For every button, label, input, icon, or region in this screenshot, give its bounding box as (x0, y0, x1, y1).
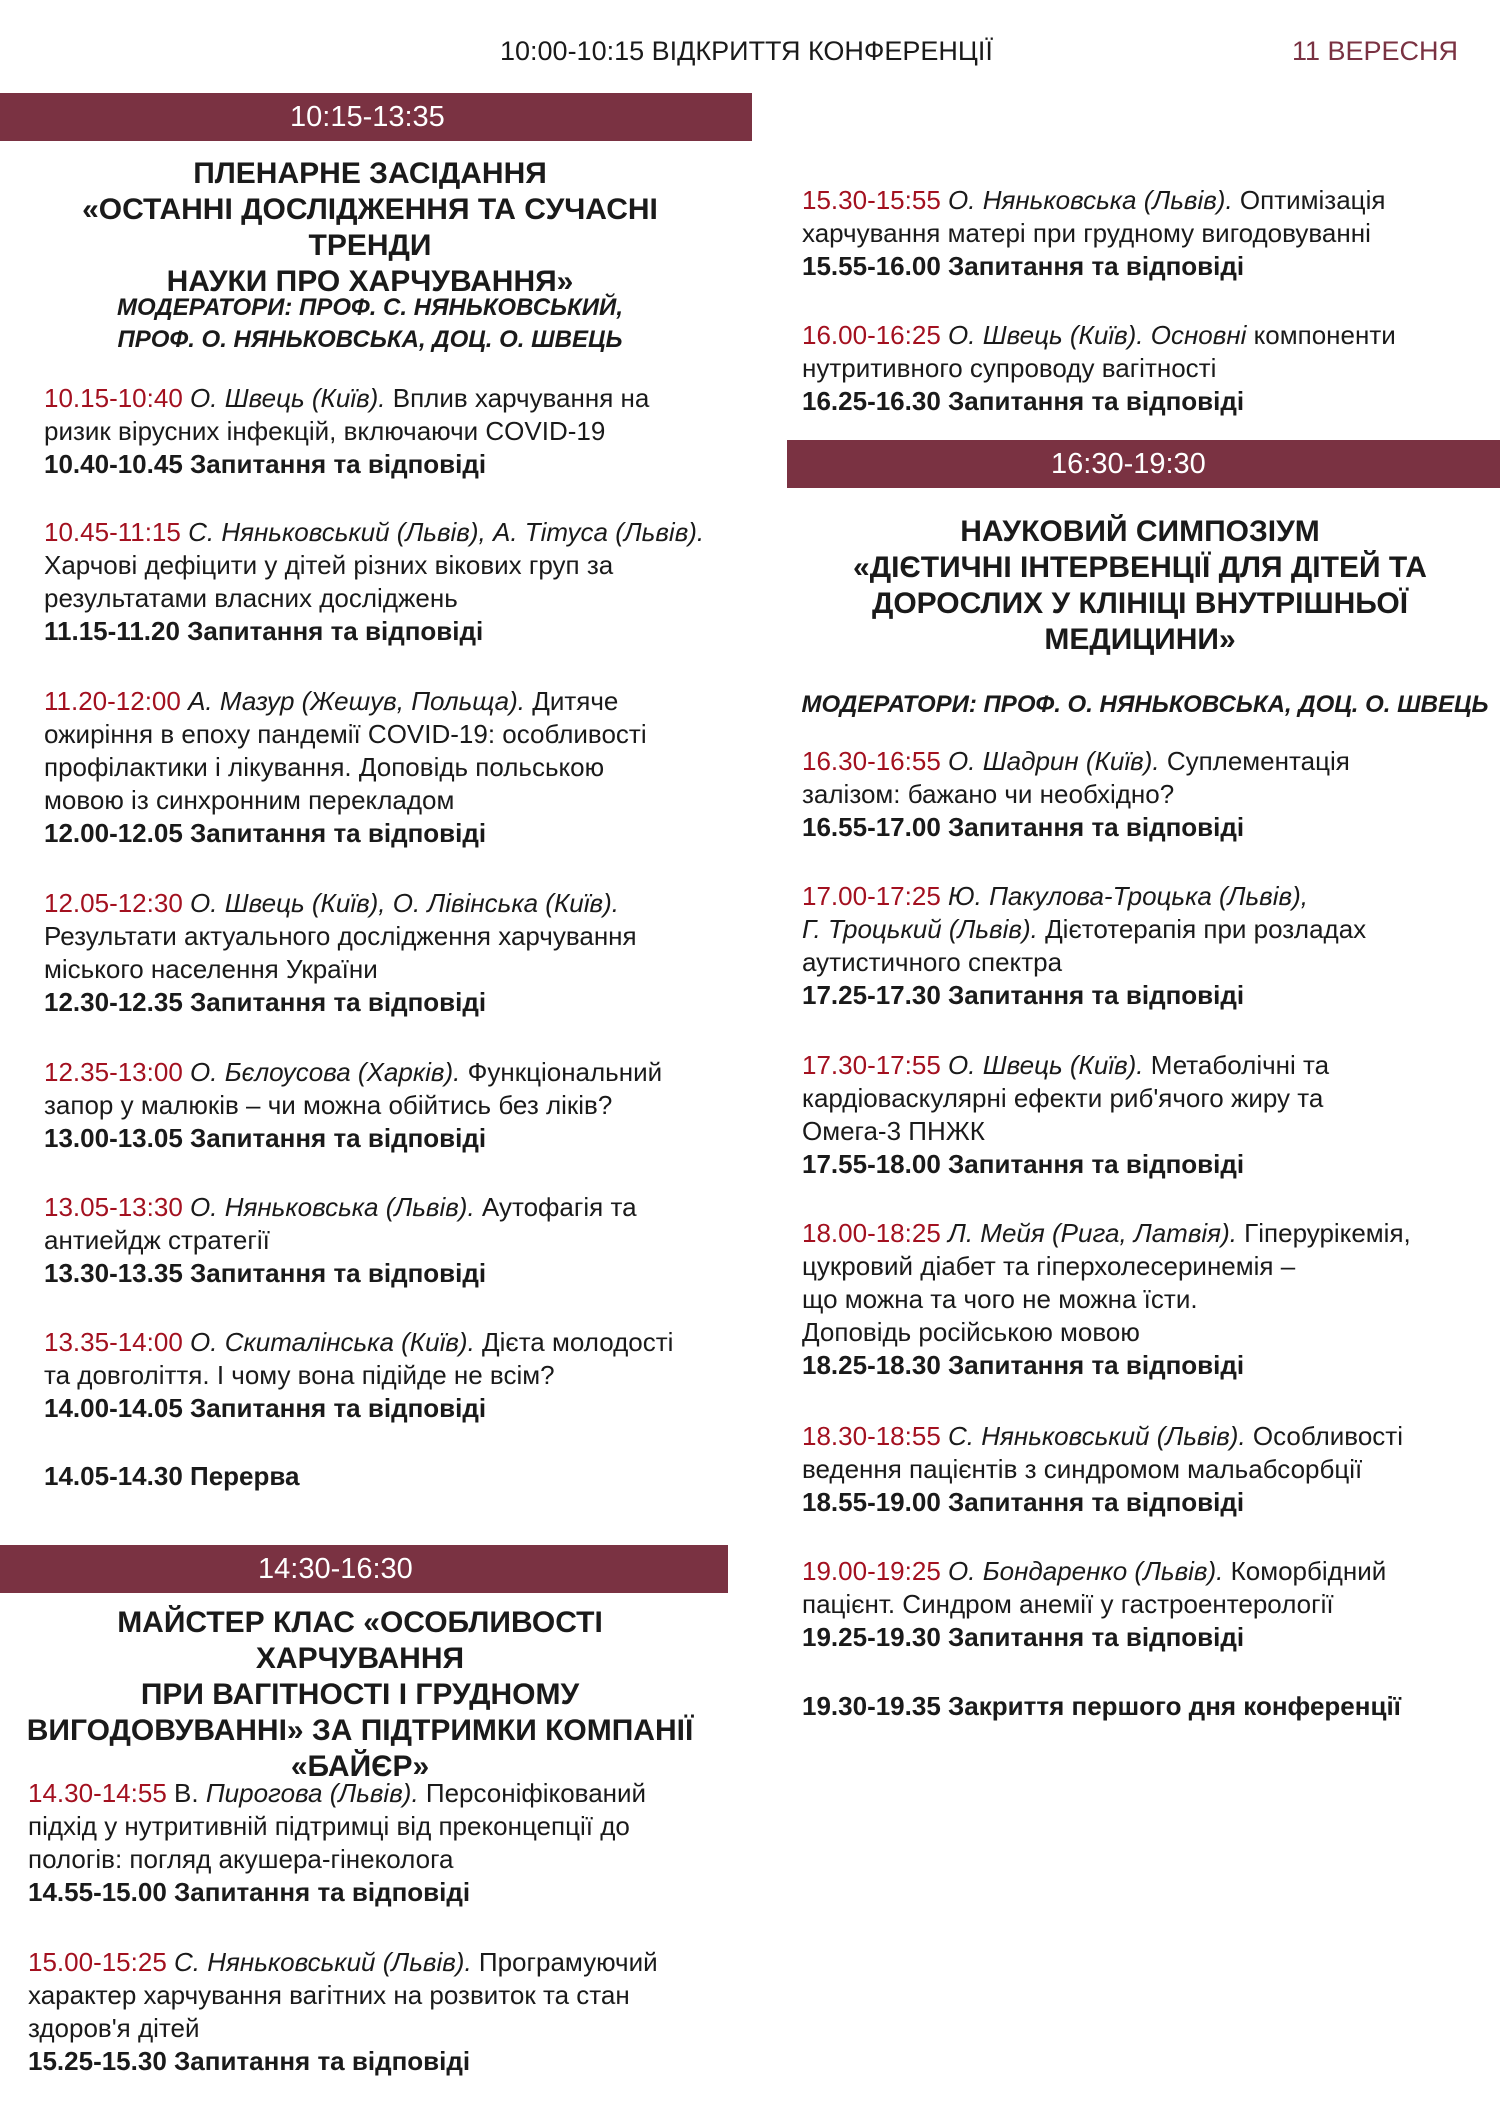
plenary-moderators (60, 292, 680, 356)
talk-entry (44, 1056, 744, 1155)
talk-time: 18.00-18:25 (802, 1218, 941, 1248)
talk-time: 15.00-15:25 (28, 1947, 167, 1977)
talk-text: цукровий діабет та гіперхолесеринемія – (802, 1251, 1296, 1281)
talk-text: Дієтотерапія при розладах (1037, 914, 1367, 944)
band-3-time: 16:30-19:30 (1051, 448, 1206, 480)
qa-slot: 14.00-14.05 Запитання та відповіді (44, 1393, 487, 1423)
talk-text: Суплементація (1159, 746, 1350, 776)
plenary-moderators-line-1: МОДЕРАТОРИ: ПРОФ. С. НЯНЬКОВСЬКИЙ, (117, 294, 623, 321)
talk-text: компоненти (1246, 320, 1396, 350)
talk-text: запор у малюків – чи можна обійтись без ліків? (44, 1090, 613, 1120)
qa-slot: 12.00-12.05 Запитання та відповіді (44, 818, 487, 848)
talk-text: нутритивного супроводу вагітності (802, 353, 1217, 383)
talk-text: харчування матері при грудному вигодовуванні (802, 218, 1371, 248)
talk-text: результатами власних досліджень (44, 583, 458, 613)
talk-time: 14.30-14:55 (28, 1778, 167, 1808)
talk-text: міського населення України (44, 954, 378, 984)
talk-text: та довголіття. І чому вона підійде не всім? (44, 1360, 555, 1390)
closing-slot: 19.30-19.35 Закриття першого дня конференції (802, 1691, 1401, 1721)
qa-slot: 16.25-16.30 Запитання та відповіді (802, 386, 1245, 416)
break-slot: 14.05-14.30 Перерва (44, 1461, 300, 1491)
qa-slot: 18.55-19.00 Запитання та відповіді (802, 1487, 1245, 1517)
talk-entry (44, 516, 744, 648)
talk-speaker: О. Бєлоусова (Харків). (190, 1057, 461, 1087)
talk-text: Функціональний (460, 1057, 663, 1087)
talk-speaker: О. Шадрин (Київ). (948, 746, 1160, 776)
qa-slot: 19.25-19.30 Запитання та відповіді (802, 1622, 1245, 1652)
talk-entry (802, 1555, 1482, 1654)
symposium-title (800, 514, 1480, 658)
talk-speaker: Л. Мейя (Рига, Латвія). (948, 1218, 1237, 1248)
talk-speaker: О. Няньковська (Львів). (190, 1192, 475, 1222)
talk-entry (802, 745, 1482, 844)
talk-speaker: О. Швець (Київ). (190, 383, 386, 413)
talk-entry (44, 887, 744, 1019)
talk-time: 16.30-16:55 (802, 746, 941, 776)
band-1-time: 10:15-13:35 (290, 101, 445, 133)
master-class-title-line-1: МАЙСТЕР КЛАС «ОСОБЛИВОСТІ ХАРЧУВАННЯ (117, 1606, 603, 1675)
talk-speaker: С. Няньковський (Львів). (174, 1947, 472, 1977)
talk-text: Програмуючий (471, 1947, 658, 1977)
talk-text: пологів: погляд акушера-гінеколога (28, 1844, 454, 1874)
talk-text: Метаболічні та (1143, 1050, 1330, 1080)
talk-initial (941, 320, 948, 350)
talk-speaker: О. Няньковська (Львів). (948, 185, 1233, 215)
qa-slot: 17.55-18.00 Запитання та відповіді (802, 1149, 1245, 1179)
talk-speaker: О. Швець (Київ), О. Лівінська (Київ). (190, 888, 619, 918)
plenary-moderators-line-2: ПРОФ. О. НЯНЬКОВСЬКА, ДОЦ. О. ШВЕЦЬ (117, 326, 623, 353)
master-class-title-line-2: ПРИ ВАГІТНОСТІ І ГРУДНОМУ (140, 1678, 580, 1711)
talk-text: що можна та чого не можна їсти. (802, 1284, 1198, 1314)
talk-speaker: Г. Троцький (Львів). (802, 914, 1038, 944)
talk-text: ожиріння в епоху пандемії COVID-19: особливості (44, 719, 647, 749)
symposium-title-line-3: ДОРОСЛИХ У КЛІНІЦІ ВНУТРІШНЬОЇ (871, 587, 1409, 620)
plenary-title (30, 156, 710, 300)
talk-entry (28, 1946, 728, 2078)
master-class-title-line-3: ВИГОДОВУВАННІ» ЗА ПІДТРИМКИ КОМПАНІЇ (26, 1714, 694, 1747)
qa-slot: 11.15-11.20 Запитання та відповіді (44, 616, 484, 646)
talk-text: характер харчування вагітних на розвиток та стан (28, 1980, 630, 2010)
band-2-time: 14:30-16:30 (258, 1553, 413, 1585)
talk-entry (802, 319, 1482, 418)
talk-time: 17.00-17:25 (802, 881, 941, 911)
talk-time: 15.30-15:55 (802, 185, 941, 215)
talk-text: антиейдж стратегії (44, 1225, 270, 1255)
talk-entry (802, 184, 1482, 283)
talk-text: Омега-3 ПНЖК (802, 1116, 985, 1146)
session-time-band-1 (0, 93, 752, 141)
symposium-moderators (795, 689, 1495, 721)
talk-initial (167, 1947, 174, 1977)
talk-text: Харчові дефіцити у дітей різних вікових груп за (44, 550, 614, 580)
talk-entry (802, 1217, 1482, 1382)
talk-entry (802, 1420, 1482, 1519)
qa-slot: 12.30-12.35 Запитання та відповіді (44, 987, 487, 1017)
talk-initial (941, 185, 948, 215)
qa-slot: 13.30-13.35 Запитання та відповіді (44, 1258, 487, 1288)
qa-slot: 15.55-16.00 Запитання та відповіді (802, 251, 1245, 281)
talk-time: 12.05-12:30 (44, 888, 183, 918)
conference-opening-title: 10:00-10:15 ВІДКРИТТЯ КОНФЕРЕНЦІЇ (500, 36, 993, 66)
talk-speaker: О. Швець (Київ). (948, 1050, 1144, 1080)
qa-slot: 16.55-17.00 Запитання та відповіді (802, 812, 1245, 842)
talk-time: 16.00-16:25 (802, 320, 941, 350)
session-time-band-2 (0, 1545, 728, 1593)
talk-entry (28, 1777, 728, 1909)
talk-time: 10.15-10:40 (44, 383, 183, 413)
symposium-title-line-4: МЕДИЦИНИ» (1044, 623, 1236, 656)
talk-time: 13.35-14:00 (44, 1327, 183, 1357)
talk-text: Доповідь російською мовою (802, 1317, 1140, 1347)
qa-slot: 14.55-15.00 Запитання та відповіді (28, 1877, 471, 1907)
talk-text: Аутофагія та (474, 1192, 637, 1222)
talk-text: Коморбідний (1223, 1556, 1387, 1586)
qa-slot: 13.00-13.05 Запитання та відповіді (44, 1123, 487, 1153)
talk-text: профілактики і лікування. Доповідь польською (44, 752, 605, 782)
talk-text: підхід у нутритивній підтримці від преконцепції до (28, 1811, 630, 1841)
talk-text: ризик вірусних інфекцій, включаючи COVID-19 (44, 416, 606, 446)
talk-text: пацієнт. Синдром анемії у гастроентерології (802, 1589, 1334, 1619)
plenary-title-line-1: ПЛЕНАРНЕ ЗАСІДАННЯ (193, 157, 547, 190)
talk-text: ведення пацієнтів з синдромом мальабсорбції (802, 1454, 1363, 1484)
master-class-title-line-4: «БАЙЄР» (290, 1750, 430, 1783)
talk-speaker: О. Скиталінська (Київ). (190, 1327, 475, 1357)
symposium-title-line-2: «ДІЄТИЧНІ ІНТЕРВЕНЦІЇ ДЛЯ ДІТЕЙ ТА (853, 551, 1427, 584)
talk-time: 13.05-13:30 (44, 1192, 183, 1222)
talk-text: залізом: бажано чи необхідно? (802, 779, 1175, 809)
talk-entry (802, 1049, 1482, 1181)
symposium-title-line-1: НАУКОВИЙ СИМПОЗІУМ (960, 515, 1320, 548)
talk-speaker: С. Няньковський (Львів). (948, 1421, 1246, 1451)
talk-time: 19.00-19:25 (802, 1556, 941, 1586)
plenary-title-line-3: НАУКИ ПРО ХАРЧУВАННЯ» (166, 265, 574, 298)
plenary-title-line-2: «ОСТАННІ ДОСЛІДЖЕННЯ ТА СУЧАСНІ ТРЕНДИ (82, 193, 658, 262)
talk-text: Гіперурікемія, (1236, 1218, 1411, 1248)
talk-speaker: О. Швець (Київ). Основні (948, 320, 1247, 350)
talk-text: Результати актуального дослідження харчування (44, 921, 637, 951)
talk-text: Оптимізація (1232, 185, 1386, 215)
talk-text: Вплив харчування на (385, 383, 650, 413)
talk-text: здоров'я дітей (28, 2013, 200, 2043)
talk-entry (44, 382, 734, 481)
qa-slot: 15.25-15.30 Запитання та відповіді (28, 2046, 471, 2076)
talk-speaker: Ю. Пакулова-Троцька (Львів), (948, 881, 1308, 911)
master-class-title (20, 1605, 700, 1785)
talk-entry (44, 1326, 744, 1425)
talk-time: 18.30-18:55 (802, 1421, 941, 1451)
talk-text: Особливості (1245, 1421, 1403, 1451)
talk-text: Дієта молодості (474, 1327, 674, 1357)
session-time-band-3 (787, 440, 1500, 488)
qa-slot: 18.25-18.30 Запитання та відповіді (802, 1350, 1245, 1380)
talk-text: мовою із синхронним перекладом (44, 785, 455, 815)
qa-slot: 17.25-17.30 Запитання та відповіді (802, 980, 1245, 1010)
talk-time: 12.35-13:00 (44, 1057, 183, 1087)
talk-time: 10.45-11:15 (44, 517, 181, 547)
talk-text: аутистичного спектра (802, 947, 1063, 977)
talk-text: кардіоваскулярні ефекти риб'ячого жиру та (802, 1083, 1324, 1113)
talk-time: 11.20-12:00 (44, 686, 181, 716)
conference-date: 11 ВЕРЕСНЯ (1291, 36, 1458, 66)
talk-time: 17.30-17:55 (802, 1050, 941, 1080)
talk-text: Дитяче (525, 686, 619, 716)
talk-initial: В. (166, 1778, 206, 1808)
talk-entry (44, 1191, 744, 1290)
talk-entry (44, 685, 744, 850)
talk-speaker: О. Бондаренко (Львів). (948, 1556, 1224, 1586)
talk-speaker: А. Мазур (Жешув, Польща). (188, 686, 526, 716)
talk-speaker: С. Няньковський (Львів), А. Тітуса (Львів). (188, 517, 705, 547)
talk-speaker: Пирогова (Львів). (205, 1778, 419, 1808)
talk-entry (802, 880, 1482, 1012)
qa-slot: 10.40-10.45 Запитання та відповіді (44, 449, 487, 479)
symposium-moderators-line: МОДЕРАТОРИ: ПРОФ. О. НЯНЬКОВСЬКА, ДОЦ. О. ШВЕЦЬ (801, 691, 1489, 718)
talk-text: Персоніфікований (418, 1778, 647, 1808)
